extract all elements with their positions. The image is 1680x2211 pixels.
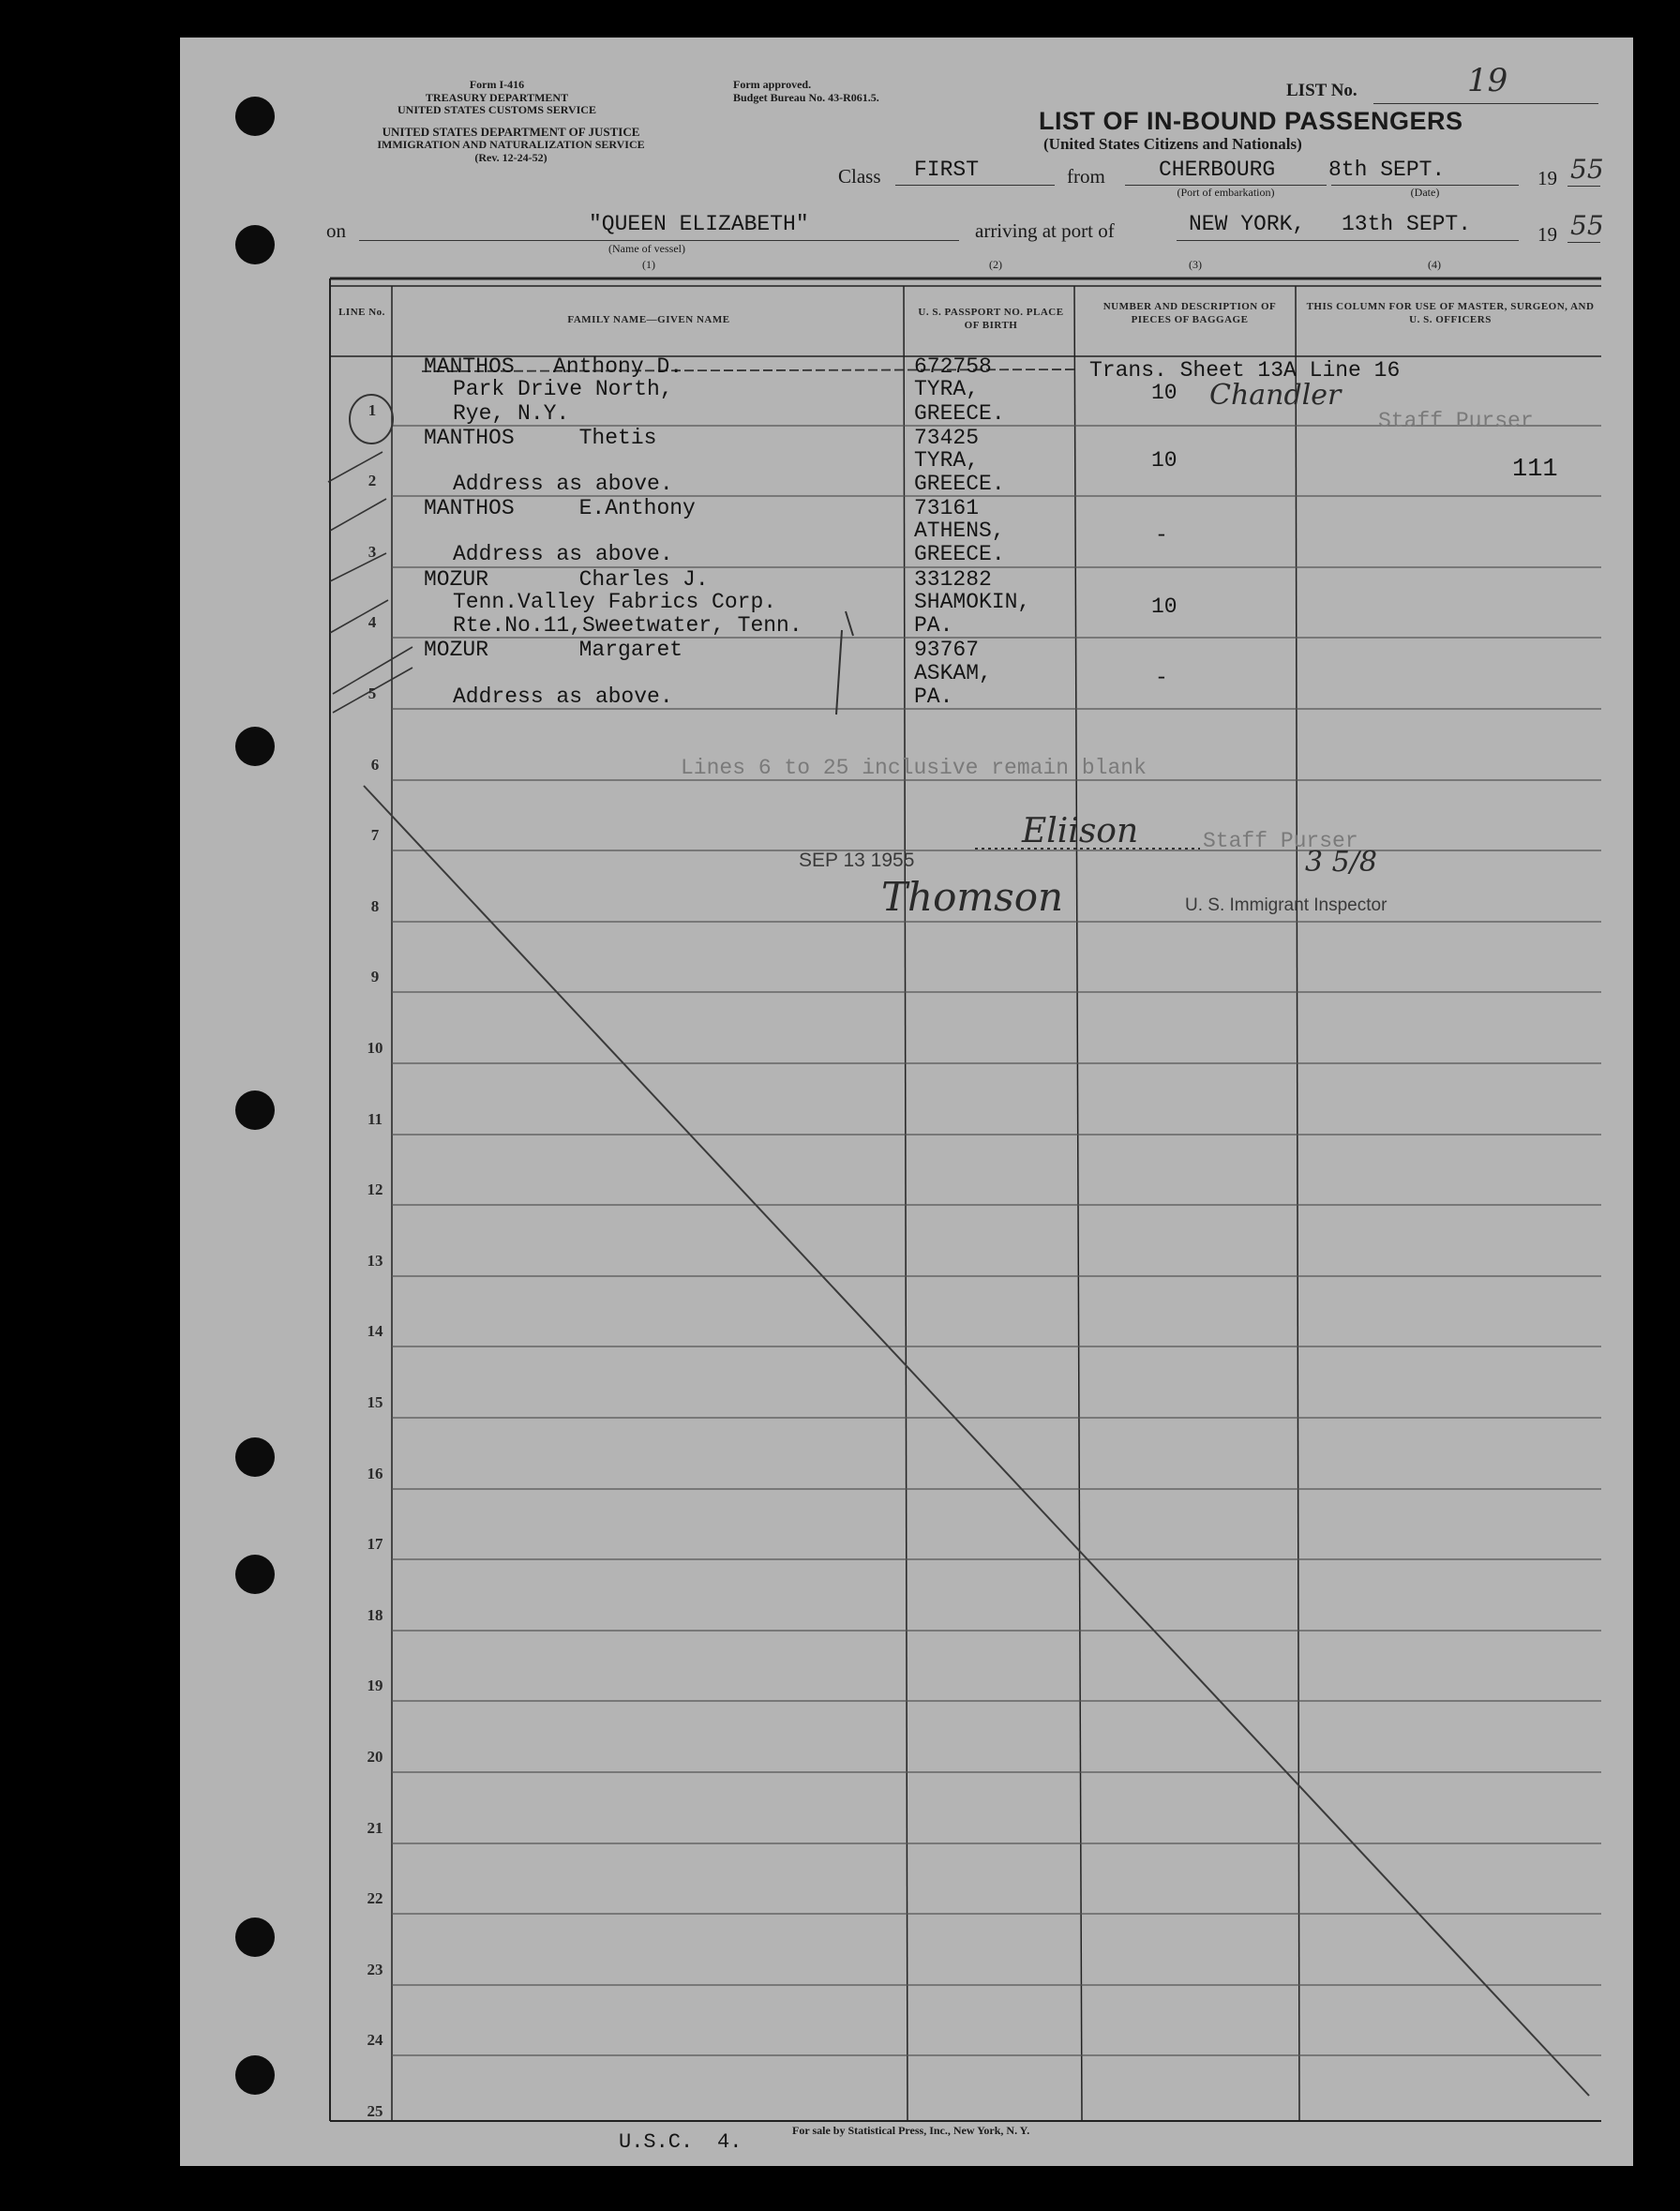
line-number: 18 bbox=[367, 1606, 383, 1624]
vessel-name: "QUEEN ELIZABETH" bbox=[589, 212, 809, 236]
entry-1-staff-purser: Staff Purser bbox=[1378, 409, 1534, 433]
class-label: Class bbox=[838, 165, 881, 188]
entry-1-address-1: Park Drive North, bbox=[453, 377, 673, 401]
entry-3-birth-1: ATHENS, bbox=[914, 519, 1005, 543]
year-prefix: 19 bbox=[1538, 167, 1557, 189]
line-number: 16 bbox=[367, 1465, 383, 1482]
vessel-caption: (Name of vessel) bbox=[608, 242, 685, 255]
treasury-dept: TREASURY DEPARTMENT bbox=[425, 91, 569, 104]
line-number: 17 bbox=[367, 1535, 383, 1553]
entry-1-baggage: 10 bbox=[1151, 381, 1178, 405]
class-value: FIRST bbox=[914, 158, 980, 182]
entry-4-address-2: Rte.No.11,Sweetwater, Tenn. bbox=[453, 613, 802, 638]
form-approved: Form approved. bbox=[733, 78, 812, 91]
col-name: FAMILY NAME—GIVEN NAME bbox=[567, 314, 730, 325]
col-baggage: NUMBER AND DESCRIPTION OF PIECES OF BAGGAGE bbox=[1102, 301, 1277, 325]
entry-5-name: MOZUR Margaret bbox=[424, 638, 683, 662]
line-number: 2 bbox=[368, 472, 377, 489]
entry-3-passport: 73161 bbox=[914, 496, 980, 520]
purser-title: Staff Purser bbox=[1203, 829, 1358, 853]
line-number: 24 bbox=[367, 2031, 383, 2049]
port-arrival: NEW YORK, bbox=[1189, 212, 1306, 236]
entry-3-address: Address as above. bbox=[453, 542, 673, 566]
purser-signature: Eliison bbox=[1022, 812, 1139, 850]
entry-4-name: MOZUR Charles J. bbox=[424, 567, 709, 592]
entry-1-note: Trans. Sheet 13A Line 16 bbox=[1089, 358, 1401, 383]
list-title: LIST OF IN-BOUND PASSENGERS bbox=[1039, 107, 1463, 135]
line-number: 12 bbox=[367, 1181, 383, 1198]
caption-4: (4) bbox=[1428, 258, 1441, 271]
list-no-label: LIST No. bbox=[1286, 81, 1358, 100]
caption-1: (1) bbox=[642, 258, 655, 271]
entry-1-passport: 672758 bbox=[914, 354, 992, 379]
entry-3-name: MANTHOS E.Anthony bbox=[424, 496, 696, 520]
line-number: 14 bbox=[367, 1322, 383, 1340]
entry-2-passport: 73425 bbox=[914, 426, 980, 450]
entry-2-birth-1: TYRA, bbox=[914, 448, 980, 473]
entry-2-mark: 111 bbox=[1512, 456, 1558, 484]
line-number: 6 bbox=[370, 756, 380, 774]
line-number: 22 bbox=[367, 1889, 383, 1907]
line-number: 19 bbox=[367, 1677, 383, 1694]
entry-4-baggage: 10 bbox=[1151, 594, 1178, 619]
printer-credit: For sale by Statistical Press, Inc., New York, N. Y. bbox=[792, 2124, 1030, 2137]
entry-4-birth-1: SHAMOKIN, bbox=[914, 590, 1031, 614]
usc-code: U.S.C. bbox=[619, 2130, 694, 2154]
line-number: 15 bbox=[367, 1393, 383, 1411]
budget-bureau: Budget Bureau No. 43-R061.5. bbox=[733, 91, 879, 104]
entry-4-birth-2: PA. bbox=[914, 613, 953, 638]
entry-1-name: MANTHOS Anthony D. bbox=[424, 354, 683, 379]
usc-code-number: 4. bbox=[717, 2130, 742, 2154]
customs-service: UNITED STATES CUSTOMS SERVICE bbox=[398, 103, 596, 116]
justice-dept: UNITED STATES DEPARTMENT OF JUSTICE bbox=[382, 125, 640, 139]
caption-3: (3) bbox=[1189, 258, 1202, 271]
line-number: 7 bbox=[370, 826, 380, 844]
entry-5-baggage: - bbox=[1155, 666, 1168, 690]
line-number: 25 bbox=[367, 2102, 383, 2120]
line-number: 4 bbox=[368, 613, 377, 631]
blank-lines-note: Lines 6 to 25 inclusive remain blank bbox=[681, 756, 1147, 780]
form-number: Form I-416 bbox=[469, 78, 525, 91]
entry-5-birth-2: PA. bbox=[914, 684, 953, 709]
line-number: 3 bbox=[368, 543, 377, 561]
entry-3-baggage: - bbox=[1155, 523, 1168, 548]
line-number: 11 bbox=[367, 1110, 383, 1128]
entry-4-passport: 331282 bbox=[914, 567, 992, 592]
entry-4-address-1: Tenn.Valley Fabrics Corp. bbox=[453, 590, 777, 614]
inspector-signature: Thomson bbox=[881, 874, 1064, 920]
col-line-no: LINE No. bbox=[338, 307, 385, 318]
line-number: 5 bbox=[368, 684, 377, 702]
inspector-title: U. S. Immigrant Inspector bbox=[1185, 895, 1388, 915]
line-number: 21 bbox=[367, 1819, 383, 1837]
entry-5-birth-1: ASKAM, bbox=[914, 661, 992, 685]
revision: (Rev. 12-24-52) bbox=[474, 151, 548, 164]
line-number: 20 bbox=[367, 1748, 383, 1766]
baggage-fraction: 3 5/8 bbox=[1305, 846, 1377, 879]
caption-2: (2) bbox=[989, 258, 1002, 271]
list-no-value: 19 bbox=[1467, 62, 1508, 99]
line-number: 13 bbox=[367, 1252, 383, 1270]
entry-1-address-2: Rye, N.Y. bbox=[453, 401, 570, 426]
arriving-label: arriving at port of bbox=[975, 219, 1115, 242]
embark-date: 8th SEPT. bbox=[1328, 158, 1446, 182]
entry-2-baggage: 10 bbox=[1151, 448, 1178, 473]
entry-1-signature: Chandler bbox=[1209, 379, 1342, 412]
line-number: 8 bbox=[370, 897, 380, 915]
year-suffix: 55 bbox=[1570, 154, 1604, 185]
date-stamp: SEP 13 1955 bbox=[799, 850, 915, 871]
line-number: 10 bbox=[367, 1039, 383, 1057]
entry-1-birth-2: GREECE. bbox=[914, 401, 1005, 426]
list-subtitle: (United States Citizens and Nationals) bbox=[1043, 135, 1302, 153]
entry-5-passport: 93767 bbox=[914, 638, 980, 662]
entry-5-address: Address as above. bbox=[453, 684, 673, 709]
ins-service: IMMIGRATION AND NATURALIZATION SERVICE bbox=[377, 138, 645, 151]
col-passport: U. S. PASSPORT NO. PLACE OF BIRTH bbox=[918, 307, 1064, 331]
entry-1-birth-1: TYRA, bbox=[914, 377, 980, 401]
entry-3-birth-2: GREECE. bbox=[914, 542, 1005, 566]
line-number: 23 bbox=[367, 1961, 383, 1978]
year-prefix-2: 19 bbox=[1538, 223, 1557, 246]
line-number: 1 bbox=[368, 401, 377, 419]
col-officers: THIS COLUMN FOR USE OF MASTER, SURGEON, AND U. S. OFFICERS bbox=[1306, 301, 1595, 325]
year-suffix-2: 55 bbox=[1570, 210, 1604, 241]
arrival-date: 13th SEPT. bbox=[1342, 212, 1472, 236]
entry-2-address: Address as above. bbox=[453, 472, 673, 496]
entry-2-birth-2: GREECE. bbox=[914, 472, 1005, 496]
date-caption: (Date) bbox=[1410, 186, 1440, 199]
from-label: from bbox=[1067, 165, 1105, 188]
entry-2-name: MANTHOS Thetis bbox=[424, 426, 657, 450]
port-embarkation-caption: (Port of embarkation) bbox=[1177, 186, 1275, 199]
on-label: on bbox=[326, 219, 346, 242]
line-number: 9 bbox=[370, 968, 380, 985]
port-embarkation: CHERBOURG bbox=[1159, 158, 1276, 182]
